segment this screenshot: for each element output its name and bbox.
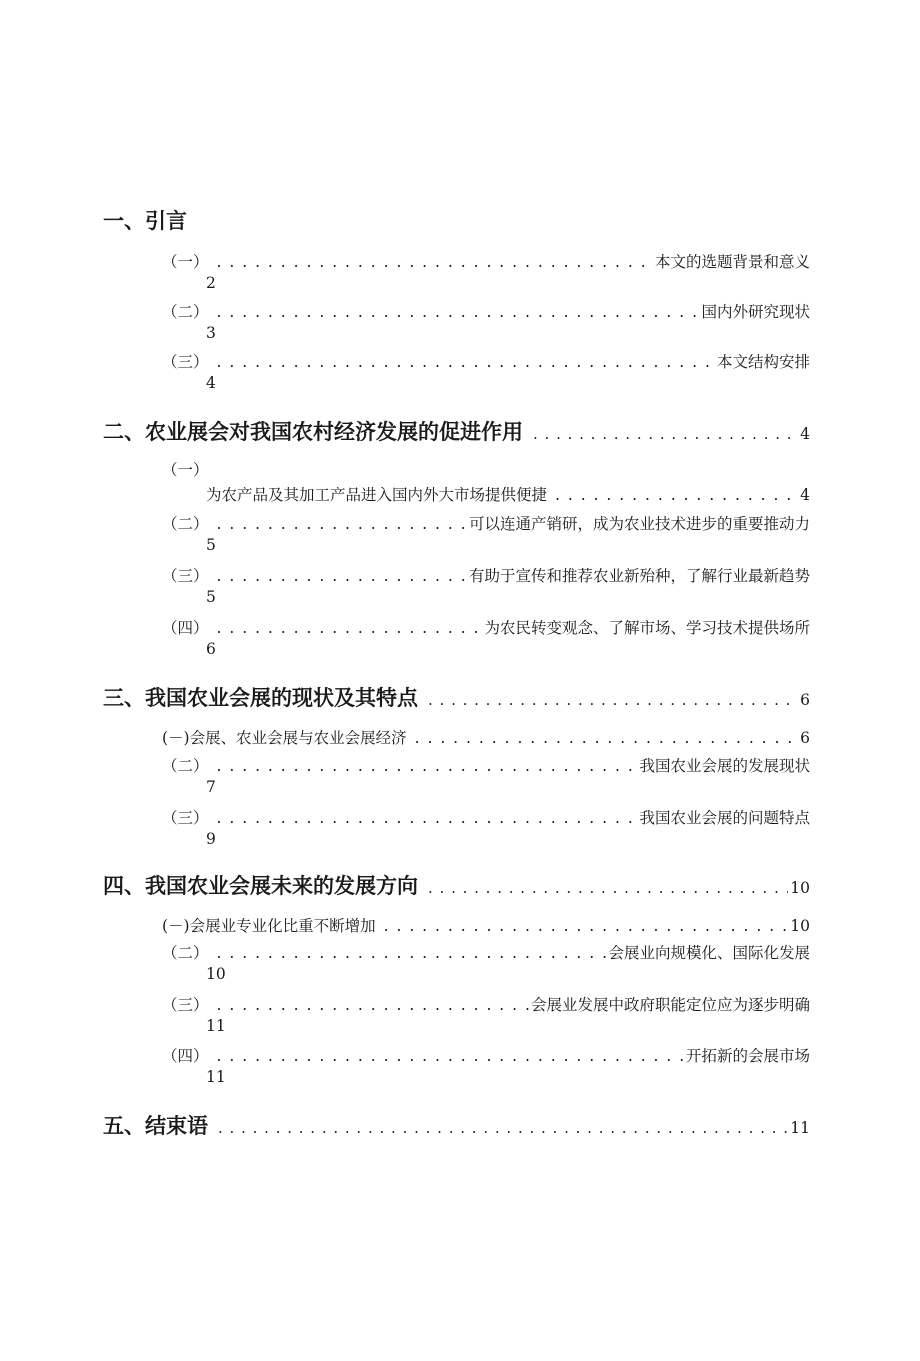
entry-page-number: 4	[206, 374, 216, 392]
heading-page-number: 10	[790, 879, 810, 897]
entry-title: 为农产品及其加工产品进入国内外大市场提供便捷	[206, 486, 548, 504]
leader-dots	[217, 619, 483, 637]
leader-dots	[415, 729, 799, 747]
entry-page-number: 11	[206, 1017, 226, 1035]
toc-entry-4-1[interactable]	[162, 914, 810, 936]
toc-entry-3-3[interactable]	[162, 806, 810, 828]
entry-page-number: 3	[206, 324, 216, 342]
leader-dots	[217, 757, 638, 775]
entry-number: （二）	[162, 515, 209, 533]
entry-page-number: 9	[206, 830, 216, 848]
heading-page-number: 11	[790, 1119, 810, 1137]
entry-number: （一）	[162, 253, 209, 271]
entry-number: (－)	[162, 917, 190, 935]
leader-dots	[218, 1119, 788, 1137]
entry-title: 为农民转变观念、了解市场、学习技术提供场所	[484, 619, 810, 637]
entry-page-number: 2	[206, 274, 216, 292]
heading-title: 五、结束语	[103, 1114, 208, 1138]
toc-heading-4[interactable]	[103, 870, 810, 900]
toc-entry-2-2[interactable]	[162, 512, 810, 534]
leader-dots	[217, 809, 638, 827]
entry-title: 会展业发展中政府职能定位应为逐步明确	[530, 996, 810, 1014]
entry-page-number: 6	[206, 640, 216, 658]
entry-title: 本文结构安排	[716, 353, 810, 371]
entry-page-number: 4	[800, 486, 810, 504]
heading-page-number: 6	[800, 691, 810, 709]
entry-title: 国内外研究现状	[701, 303, 810, 321]
entry-number: （四）	[162, 1047, 209, 1065]
leader-dots	[533, 425, 798, 443]
toc-entry-3-2[interactable]	[162, 754, 810, 776]
toc-entry-4-4[interactable]	[162, 1044, 810, 1066]
entry-page-number: 10	[206, 965, 226, 983]
entry-number: (－)	[162, 729, 190, 747]
toc-entry-2-4[interactable]	[162, 616, 810, 638]
leader-dots	[217, 353, 715, 371]
heading-title: 一、引言	[103, 209, 187, 233]
leader-dots	[217, 944, 607, 962]
entry-title: 会展业专业化比重不断增加	[189, 917, 376, 935]
heading-title: 四、我国农业会展未来的发展方向	[103, 874, 418, 898]
leader-dots	[217, 567, 467, 585]
entry-title: 本文的选题背景和意义	[654, 253, 810, 271]
heading-title: 二、农业展会对我国农村经济发展的促进作用	[103, 420, 523, 444]
toc-heading-3[interactable]	[103, 682, 810, 712]
entry-title: 可以连通产销研，成为农业技术进步的重要推动力	[468, 515, 810, 533]
toc-entry-2-3[interactable]	[162, 564, 810, 586]
entry-title: 会展业向规模化、国际化发展	[608, 944, 810, 962]
entry-number: （三）	[162, 809, 209, 827]
leader-dots	[217, 1047, 684, 1065]
entry-page-number: 6	[800, 729, 810, 747]
toc-heading-5[interactable]	[103, 1110, 810, 1140]
leader-dots	[555, 486, 798, 504]
leader-dots	[428, 691, 798, 709]
toc-entry-1-1[interactable]	[162, 250, 810, 272]
toc-entry-4-2[interactable]	[162, 941, 810, 963]
entry-title: 我国农业会展的问题特点	[639, 809, 810, 827]
entry-page-number: 5	[206, 536, 216, 554]
entry-title: 有助于宣传和推荐农业新殆种，了解行业最新趋势	[468, 567, 810, 585]
entry-number: （二）	[162, 303, 209, 321]
entry-title: 我国农业会展的发展现状	[639, 757, 810, 775]
heading-title: 三、我国农业会展的现状及其特点	[103, 686, 418, 710]
heading-page-number: 4	[800, 425, 810, 443]
leader-dots	[217, 996, 529, 1014]
toc-entry-2-1[interactable]	[206, 483, 810, 505]
entry-title: 会展、农业会展与农业会展经济	[189, 729, 407, 747]
entry-page-number: 5	[206, 588, 216, 606]
entry-number: （四）	[162, 619, 209, 637]
toc-entry-4-3[interactable]	[162, 993, 810, 1015]
leader-dots	[217, 515, 467, 533]
toc-entry-1-3[interactable]	[162, 350, 810, 372]
leader-dots	[217, 303, 700, 321]
entry-number: （三）	[162, 567, 209, 585]
toc-entry-1-2[interactable]	[162, 300, 810, 322]
leader-dots	[428, 879, 788, 897]
entry-title: 开拓新的会展市场	[685, 1047, 810, 1065]
entry-number: （二）	[162, 944, 209, 962]
entry-page-number: 7	[206, 778, 216, 796]
toc-heading-2[interactable]	[103, 416, 810, 446]
leader-dots	[217, 253, 653, 271]
entry-number: （二）	[162, 757, 209, 775]
toc-heading-1[interactable]	[103, 205, 810, 235]
entry-number: （一）	[162, 461, 209, 479]
toc-entry-3-1[interactable]	[162, 726, 810, 748]
entry-page-number: 11	[206, 1068, 226, 1086]
leader-dots	[384, 917, 789, 935]
entry-number: （三）	[162, 996, 209, 1014]
entry-number: （三）	[162, 353, 209, 371]
entry-page-number: 10	[790, 917, 810, 935]
